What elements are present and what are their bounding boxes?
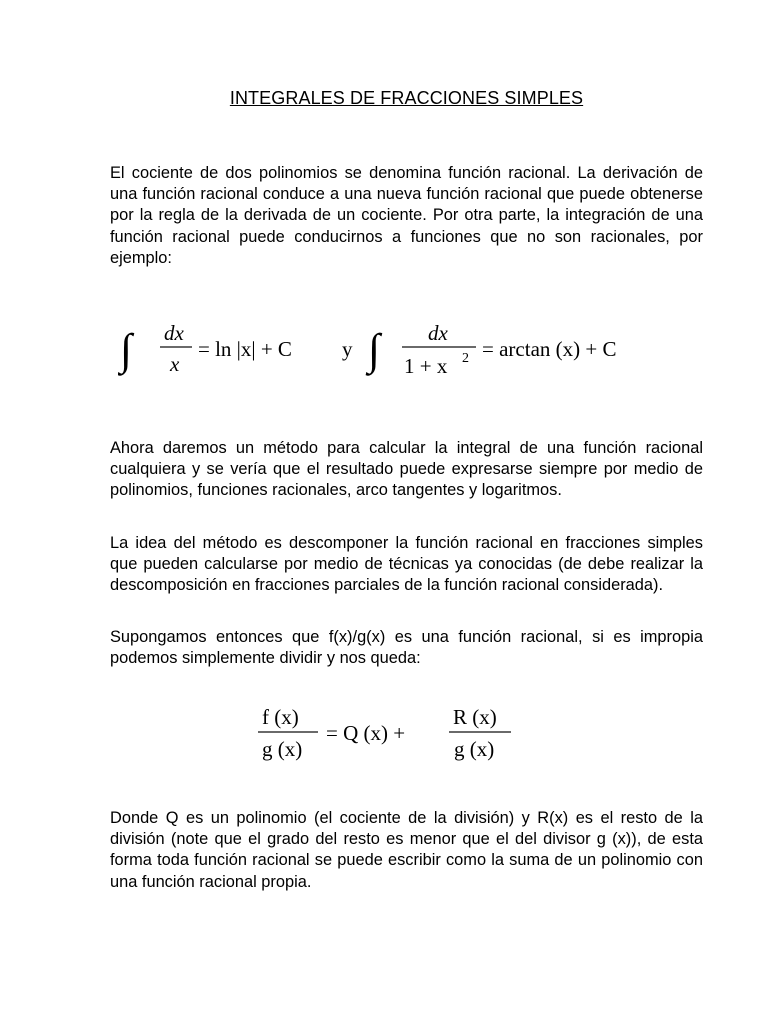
connector-y: y: [342, 337, 353, 361]
paragraph-idea: La idea del método es descomponer la función racional en fracciones simples que pueden calcularse por medio de técnicas ya conocidas (de debe realizar la descomposición en fracciones parciales de la función racional considerada).: [110, 534, 703, 595]
paragraph-method: Ahora daremos un método para calcular la integral de una función racional cualquiera y se vería que el resultado puede expresarse siempre por medio de polinomios, funciones racionales, arco tangentes y logaritmos.: [110, 439, 703, 500]
paragraph-suppose: Supongamos entonces que f(x)/g(x) es una función racional, si es impropia podemos simplemente dividir y nos queda:: [110, 628, 703, 668]
denominator-one-plus-x: 1 + x: [404, 354, 448, 378]
rhs-arctan: = arctan (x) + C: [482, 337, 617, 361]
rhs-numerator: R (x): [453, 705, 497, 729]
integral-sign: ∫: [120, 325, 133, 374]
integral-formulas: [118, 316, 693, 382]
numerator-dx: dx: [164, 321, 184, 345]
lhs-numerator: f (x): [262, 705, 299, 729]
numerator-dx: dx: [428, 321, 448, 345]
denominator-x: x: [170, 352, 180, 376]
exponent-two: 2: [462, 351, 469, 366]
document-title: INTEGRALES DE FRACCIONES SIMPLES: [229, 88, 584, 108]
middle-term: = Q (x) +: [326, 721, 406, 745]
rhs-ln: = ln |x| + C: [198, 337, 292, 361]
integral-sign: ∫: [368, 325, 381, 374]
division-formula: [256, 702, 516, 766]
rhs-denominator: g (x): [454, 737, 495, 761]
paragraph-intro: El cociente de dos polinomios se denomina función racional. La derivación de una función racional conduce a una nueva función racional que puede obtenerse por la regla de la derivada de un cociente. Por otra parte, la integración de una función racional puede conducirnos a funciones que no son racionales, por ejemplo:: [110, 164, 703, 267]
paragraph-conclusion: Donde Q es un polinomio (el cociente de la división) y R(x) es el resto de la división (note que el grado del resto es menor que el del divisor g (x)), de esta forma toda función racional se puede escribir como la suma de un polinomio con una función racional propia.: [110, 809, 703, 891]
lhs-denominator: g (x): [262, 737, 303, 761]
